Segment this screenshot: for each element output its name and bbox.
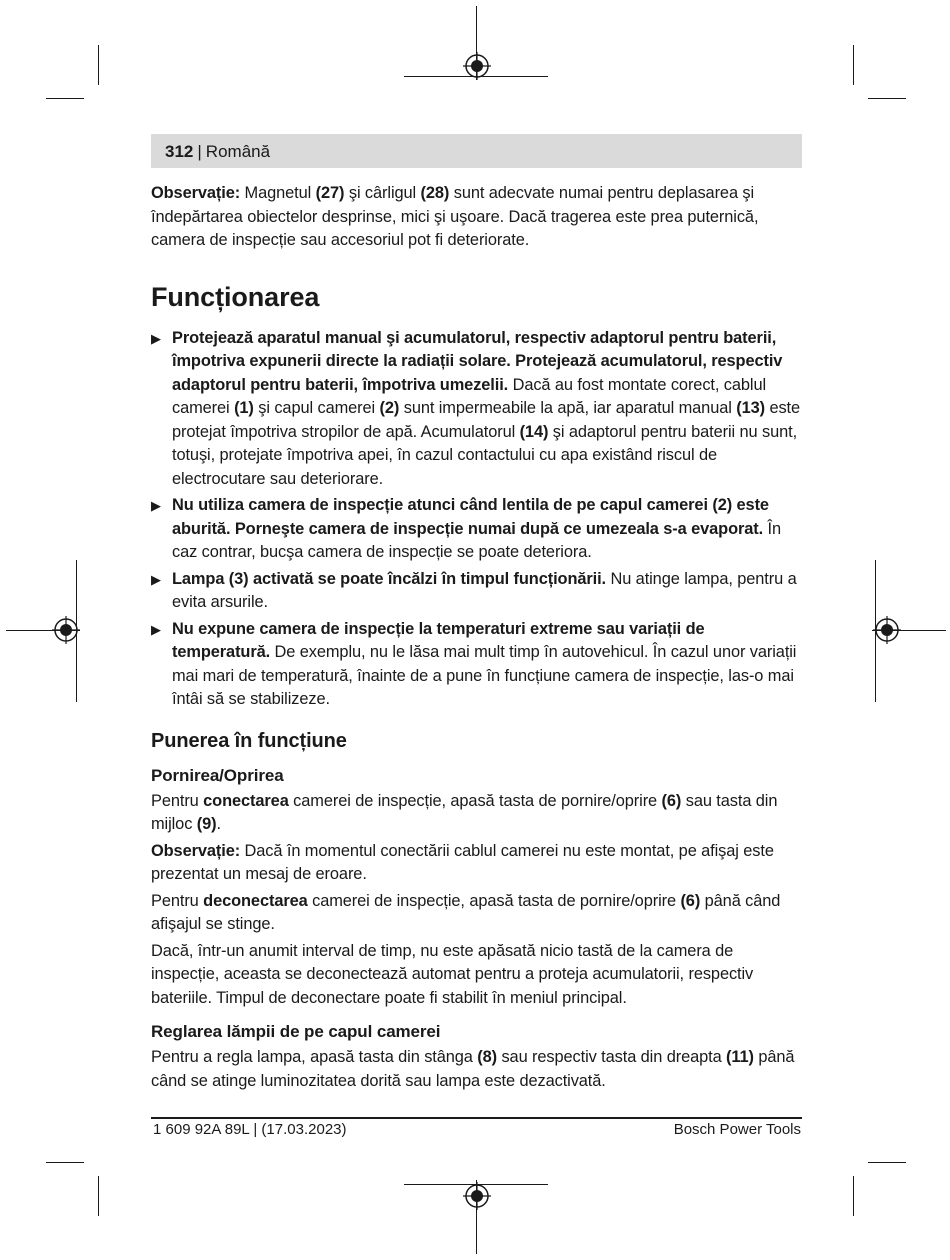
bold-run: (27): [315, 184, 345, 202]
text-run: şi adaptorul pentru baterii nu sunt, totuşi, protejate împotriva apei, în cazul contactului cu apa existând riscul de electrocutare sau deteriorare.: [172, 422, 798, 488]
text-run: Pentru: [151, 891, 204, 910]
footer-rule: [151, 1117, 802, 1119]
paragraph: [151, 790, 802, 837]
subsection-title: Punerea în funcțiune: [151, 729, 347, 752]
bold-run: (14): [519, 422, 549, 441]
crop-mark: [98, 45, 99, 85]
text-run: .: [216, 815, 221, 833]
bold-run: (8): [477, 1048, 497, 1066]
onoff-heading: Pornirea/Oprirea: [151, 765, 284, 785]
paragraph: [151, 1046, 802, 1093]
text-run: Dacă, într-un anumit interval de timp, nu este apăsată nicio tastă de la camera de inspecție, aceasta se deconectează automat pentru a proteja acumulatorii, respectiv bateriile. Timpul de deconectare poate fi stabilit în meniul principal.: [151, 941, 754, 1007]
warning-item: [151, 494, 802, 565]
crop-mark: [46, 1162, 84, 1163]
bold-run: (2): [379, 399, 400, 417]
bold-run: (9): [196, 815, 217, 833]
text-run: până când se atinge luminozitatea dorită sau lampa este dezactivată.: [151, 1048, 795, 1090]
crop-mark: [853, 45, 854, 85]
text-run: sunt adecvate numai pentru deplasarea şi îndepărtarea obiectelor desprinse, mici şi uşoare. Dacă tragerea este prea puternică, camera de inspecție sau accesoriul pot fi deteriorate.: [151, 184, 759, 249]
registration-mark-icon: [463, 52, 491, 80]
registration-mark-icon: [873, 616, 901, 644]
footer-doc-id: 1 609 92A 89L | (17.03.2023): [153, 1121, 347, 1138]
text-run: De exemplu, nu le lăsa mai mult timp în autovehicul. În cazul unor variații mai mari de temperatură, înainte de a pune în funcțiune camera de inspecție, las-o mai întâi să se stabilizeze.: [172, 643, 797, 708]
lamp-heading: Reglarea lămpii de pe capul camerei: [151, 1022, 441, 1041]
text-run: Dacă au fost montate corect, cablul camerei: [172, 375, 766, 417]
bold-run: (11): [726, 1048, 754, 1066]
bold-run: conectarea: [203, 791, 289, 810]
warning-text: [172, 329, 800, 488]
paragraph: [151, 890, 802, 937]
section-title: Funcționarea: [151, 281, 320, 312]
intro-note: [151, 182, 802, 253]
warning-item: [151, 327, 802, 492]
text-run: camerei de inspecție, apasă tasta de pornire/oprire: [307, 891, 681, 910]
warning-item: [151, 618, 802, 712]
page-header: [151, 134, 802, 168]
crop-mark: [98, 1176, 99, 1216]
header-separator: |: [197, 141, 202, 161]
warning-list: [151, 327, 802, 712]
text-run: În caz contrar, bucşa camera de inspecție se poate deteriora.: [172, 519, 782, 561]
crop-mark: [853, 1176, 854, 1216]
registration-mark-icon: [463, 1182, 491, 1210]
bullet-arrow-icon: ▶: [151, 330, 161, 346]
bold-run: Observație:: [151, 184, 241, 202]
warning-text: [172, 620, 796, 709]
bullet-arrow-icon: ▶: [151, 498, 161, 513]
text-run: şi cârligul: [344, 184, 421, 202]
footer-brand: Bosch Power Tools: [673, 1121, 801, 1138]
bold-run: Nu expune camera de inspecție la temperaturi extreme sau variații de temperatură.: [172, 619, 705, 661]
header-language: Română: [205, 141, 271, 161]
bold-run: (1): [234, 399, 254, 417]
text-run: sau tasta din mijloc: [151, 791, 778, 833]
registration-mark-icon: [52, 616, 80, 644]
page-number: 312: [165, 141, 194, 161]
text-run: Pentru a regla lampa, apasă tasta din stânga: [151, 1048, 478, 1066]
text-run: până când afişajul se stinge.: [151, 891, 781, 933]
text-run: este protejat împotriva stropilor de apă. Acumulatorul: [172, 399, 801, 441]
bold-run: (28): [420, 184, 450, 202]
text-run: Pentru: [151, 791, 204, 810]
text-run: Magnetul: [240, 184, 316, 202]
text-run: şi capul camerei: [253, 399, 380, 417]
text-run: Nu atinge lampa, pentru a evita arsurile.: [172, 569, 797, 611]
bold-run: (6): [661, 791, 682, 810]
warning-text: [172, 496, 781, 561]
warning-item: [151, 568, 802, 615]
crop-mark: [868, 98, 906, 99]
bold-run: deconectarea: [203, 891, 308, 910]
paragraph: [151, 840, 802, 887]
bold-run: (13): [736, 399, 765, 417]
bullet-arrow-icon: ▶: [151, 621, 161, 637]
warning-text: [172, 570, 797, 612]
text-run: sunt impermeabile la apă, iar aparatul manual: [399, 399, 737, 417]
bold-run: Nu utiliza camera de inspecție atunci când lentila de pe capul camerei (2) este aburită. Porneşte camera de inspecție numai după ce umezeala s-a evaporat.: [172, 496, 769, 538]
text-run: Dacă în momentul conectării cablul camerei nu este montat, pe afişaj este prezentat un mesaj de eroare.: [151, 841, 774, 883]
text-run: camerei de inspecție, apasă tasta de pornire/oprire: [288, 791, 662, 810]
crop-mark: [868, 1162, 906, 1163]
main-content: [151, 182, 802, 1096]
crop-mark: [46, 98, 84, 99]
paragraph: [151, 940, 802, 1011]
bold-run: (6): [680, 891, 701, 910]
bold-run: Protejează aparatul manual şi acumulatorul, respectiv adaptorul pentru baterii, împotriva expunerii directe la radiații solare. Protejează acumulatorul, respectiv adaptorul pentru baterii, împotriva umezelii.: [172, 328, 783, 394]
bold-run: Lampa (3) activată se poate încălzi în timpul funcționării.: [172, 569, 607, 588]
text-run: sau respectiv tasta din dreapta: [497, 1048, 727, 1066]
bold-run: Observație:: [151, 841, 241, 860]
bullet-arrow-icon: ▶: [151, 571, 161, 587]
